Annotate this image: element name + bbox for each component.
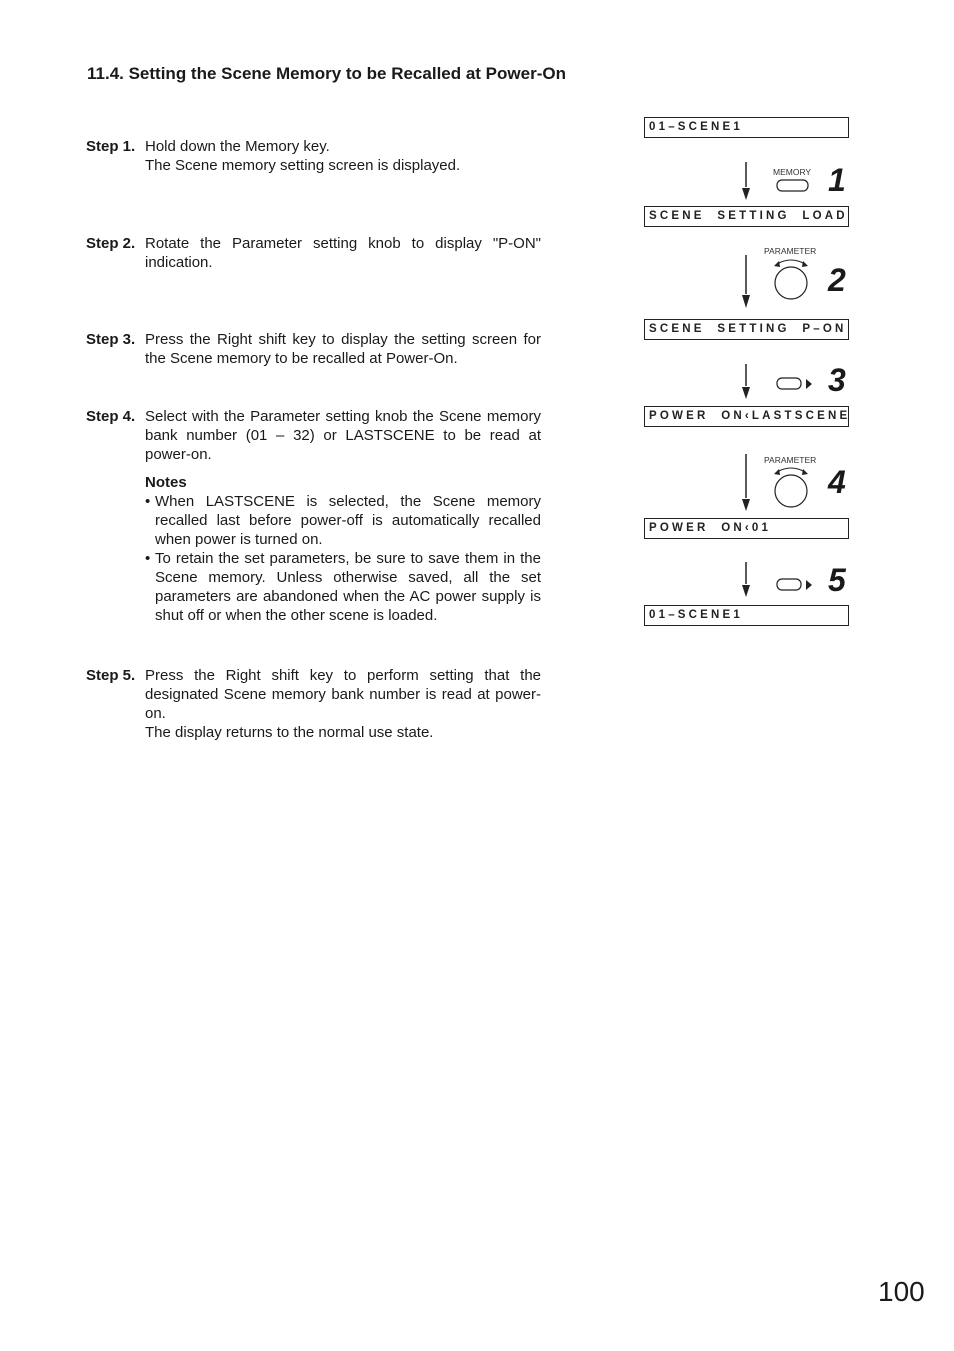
step-1-label: Step 1. <box>86 138 136 155</box>
step-2-line-1: Rotate the Parameter setting knob to display "P-ON" indication. <box>145 235 541 271</box>
note-2-text: To retain the set parameters, be sure to save them in the Scene memory. Unless otherwise saved, all the set parameters are abandoned when the AC power supply is shut off or when the other scene is loaded. <box>155 550 541 624</box>
diagram-step-number: 1 <box>828 162 846 198</box>
parameter-knob-icon <box>774 260 808 299</box>
page-heading: 11.4. Setting the Scene Memory to be Recalled at Power-On <box>87 64 566 83</box>
diagram-step-number: 4 <box>828 464 846 500</box>
down-arrow-icon <box>742 562 750 597</box>
bullet-icon: • <box>145 550 151 567</box>
step-4-line-1: Select with the Parameter setting knob the Scene memory bank number (01 – 32) or LASTSCENE to be read at power-on. <box>145 408 541 463</box>
lcd-display-setting-load: SCENE SETTING LOAD <box>644 206 849 227</box>
down-arrow-icon <box>742 364 750 399</box>
step-5-line-1: Press the Right shift key to perform setting that the designated Scene memory bank number is read at power-on. <box>145 667 541 722</box>
parameter-knob-icon <box>774 468 808 507</box>
step-5-line-2: The display returns to the normal use state. <box>145 724 434 741</box>
page-number: 100 <box>878 1276 925 1307</box>
step-5-label: Step 5. <box>86 667 136 684</box>
right-shift-key-icon <box>777 579 812 590</box>
diagram-step-number: 5 <box>828 562 846 598</box>
bullet-icon: • <box>145 493 151 510</box>
note-1-text: When LASTSCENE is selected, the Scene memory recalled last before power-off is automatically recalled when power is turned on. <box>155 493 541 548</box>
step-3-label: Step 3. <box>86 331 136 348</box>
right-shift-key-icon <box>777 378 812 389</box>
down-arrow-icon <box>742 255 750 308</box>
lcd-display-setting-pon: SCENE SETTING P–ON <box>644 319 849 340</box>
step-2-label: Step 2. <box>86 235 136 252</box>
step-1-line-1: Hold down the Memory key. <box>145 138 330 155</box>
notes-title: Notes <box>145 474 187 491</box>
diagram-step-number: 3 <box>828 362 846 398</box>
lcd-display-power-on-lastscene: POWER ON‹LASTSCENE <box>644 406 849 427</box>
down-arrow-icon <box>742 454 750 511</box>
lcd-display-final: 01–SCENE1 <box>644 605 849 626</box>
memory-key-label: MEMORY <box>773 167 812 177</box>
down-arrow-icon <box>742 162 750 200</box>
memory-key-icon <box>777 180 808 191</box>
parameter-knob-label: PARAMETER <box>764 246 817 256</box>
lcd-display-power-on-01: POWER ON‹01 <box>644 518 849 539</box>
step-4-label: Step 4. <box>86 408 136 425</box>
step-1-line-2: The Scene memory setting screen is displayed. <box>145 157 461 174</box>
step-3-line-1: Press the Right shift key to display the setting screen for the Scene memory to be recalled at Power-On. <box>145 331 541 367</box>
parameter-knob-label: PARAMETER <box>764 455 817 465</box>
diagram-step-number: 2 <box>828 262 846 298</box>
lcd-display-initial: 01–SCENE1 <box>644 117 849 138</box>
